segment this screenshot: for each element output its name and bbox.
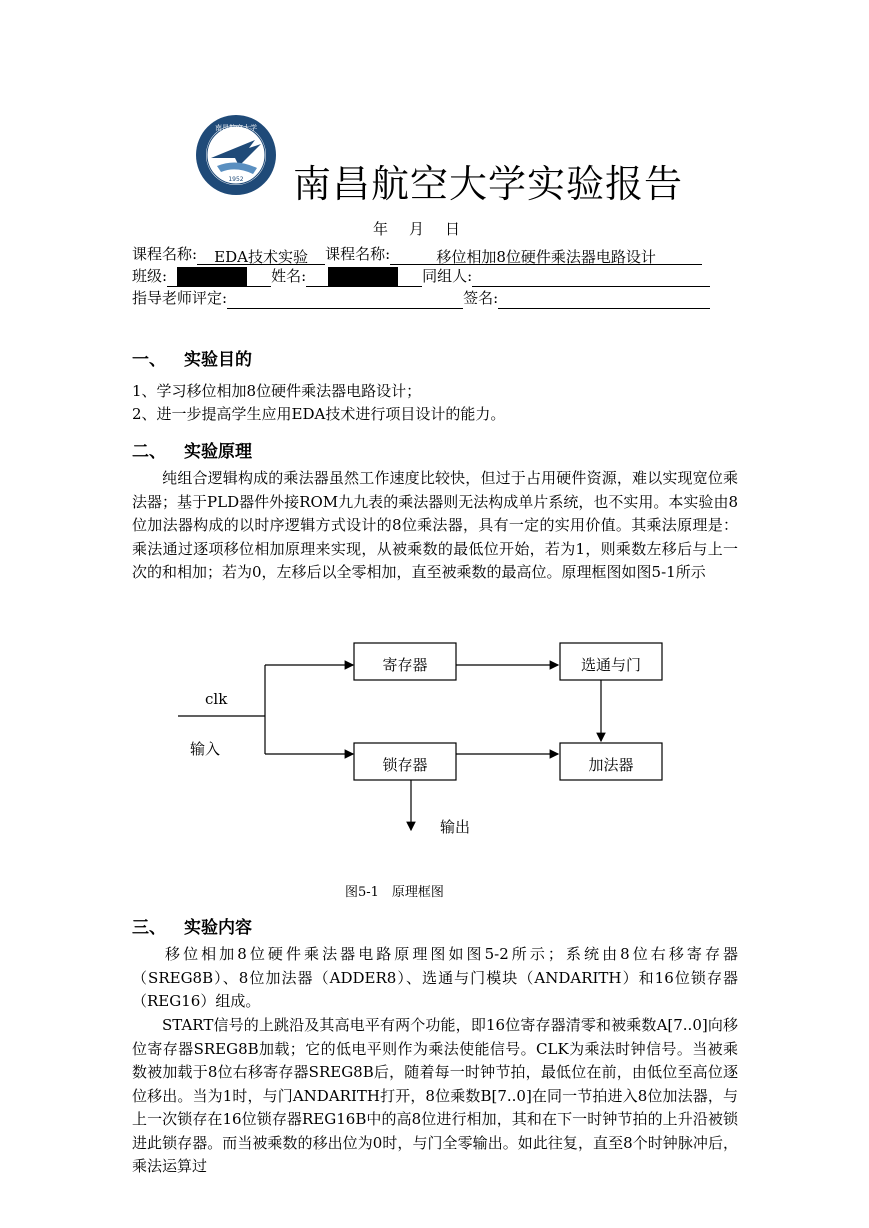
- section-number: 二、: [132, 442, 166, 462]
- clk-label: clk: [205, 690, 228, 708]
- section-heading: [132, 345, 252, 370]
- svg-text:南昌航空大学: 南昌航空大学: [215, 124, 257, 132]
- class-label: 班级:: [132, 267, 168, 285]
- paragraph-text: 纯组合逻辑构成的乘法器虽然工作速度比较快，但过于占用硬件资源，难以实现宽位乘法器；基于PLD器件外接ROM九九表的乘法器则无法构成单片系统，也不实用。本实验由8位加法器构成的以时序逻辑方式设计的8位乘法器，具有一定的实用价值。其乘法原理是：乘法通过逐项移位相加原理来实现，从被乘数的最低位开始，若为1，则乘数左移后与上一次的和相加；若为0，左移后以全零相加，直至被乘数的最高位。原理框图如图5-1所示: [132, 469, 738, 581]
- course-row: [132, 243, 702, 265]
- input-label: 输入: [190, 740, 221, 758]
- block-diagram: [170, 635, 690, 845]
- name-label: 姓名:: [271, 267, 307, 285]
- paragraph-text: 移位相加8位硬件乘法器电路原理图如图5-2所示；系统由8位右移寄存器（SREG8B）、8位加法器（ADDER8）、选通与门模块（ANDARITH）和16位锁存器（REG16）组成。: [132, 945, 738, 1010]
- date-year-label: 年: [373, 220, 389, 238]
- name-field: [306, 268, 422, 287]
- teacher-row: [132, 287, 710, 309]
- course-label: 课程名称:: [132, 245, 198, 263]
- list-item: 2、进一步提高学生应用EDA技术进行项目设计的能力。: [132, 405, 506, 423]
- section-heading: [132, 913, 252, 938]
- university-logo: [195, 114, 277, 196]
- content-paragraph: [132, 943, 738, 1014]
- sign-label: 签名:: [463, 289, 499, 307]
- teacher-field: [227, 290, 463, 309]
- course-field: EDA技术实验: [197, 246, 325, 265]
- output-label: 输出: [440, 818, 471, 836]
- section-number: 一、: [132, 350, 166, 370]
- section-title: 实验目的: [184, 350, 252, 370]
- partner-field: [472, 268, 710, 287]
- date-line: [373, 218, 481, 239]
- adder-block: 加法器: [588, 756, 634, 774]
- sign-field: [498, 290, 710, 309]
- date-day-label: 日: [445, 220, 461, 238]
- course-title-field: 移位相加8位硬件乘法器电路设计: [390, 246, 702, 265]
- paragraph-text: START信号的上跳沿及其高电平有两个功能，即16位寄存器清零和被乘数A[7..0]向移位寄存器SREG8B加载；它的低电平则作为乘法使能信号。CLK为乘法时钟信号。当被乘数被加载于8位右移寄存器SREG8B后，随着每一时钟节拍，最低位在前，由低位至高位逐位移出。当为1时，与门ANDARITH打开，8位乘数B[7..0]在同一节拍进入8位加法器，与上一次锁存在16位锁存器REG16B中的高8位进行相加，其和在下一时钟节拍的上升沿被锁进此锁存器。而当被乘数的移出位为0时，与门全零输出。如此往复，直至8个时钟脉冲后，乘法运算过: [132, 1016, 738, 1175]
- redaction-bar: [328, 267, 398, 287]
- and-gate-block: 选通与门: [580, 656, 642, 674]
- list-item: 1、学习移位相加8位硬件乘法器电路设计；: [132, 382, 422, 400]
- section-heading: [132, 437, 252, 462]
- section-title: 实验原理: [184, 442, 252, 462]
- svg-text:1952: 1952: [228, 176, 244, 183]
- register-block: 寄存器: [382, 656, 428, 674]
- figure-caption: 图5-1 原理框图: [345, 885, 444, 900]
- latch-block: 锁存器: [382, 756, 428, 774]
- content-paragraph: [132, 1014, 738, 1179]
- class-field: [167, 268, 271, 287]
- teacher-label: 指导老师评定:: [132, 289, 228, 307]
- section-number: 三、: [132, 918, 166, 938]
- partner-label: 同组人:: [422, 267, 473, 285]
- section-title: 实验内容: [184, 918, 252, 938]
- principle-paragraph: [132, 467, 738, 585]
- report-title: 南昌航空大学实验报告: [293, 162, 684, 206]
- redaction-bar: [177, 267, 247, 287]
- course-label-2: 课程名称:: [325, 245, 391, 263]
- date-month-label: 月: [409, 220, 425, 238]
- class-row: [132, 265, 710, 287]
